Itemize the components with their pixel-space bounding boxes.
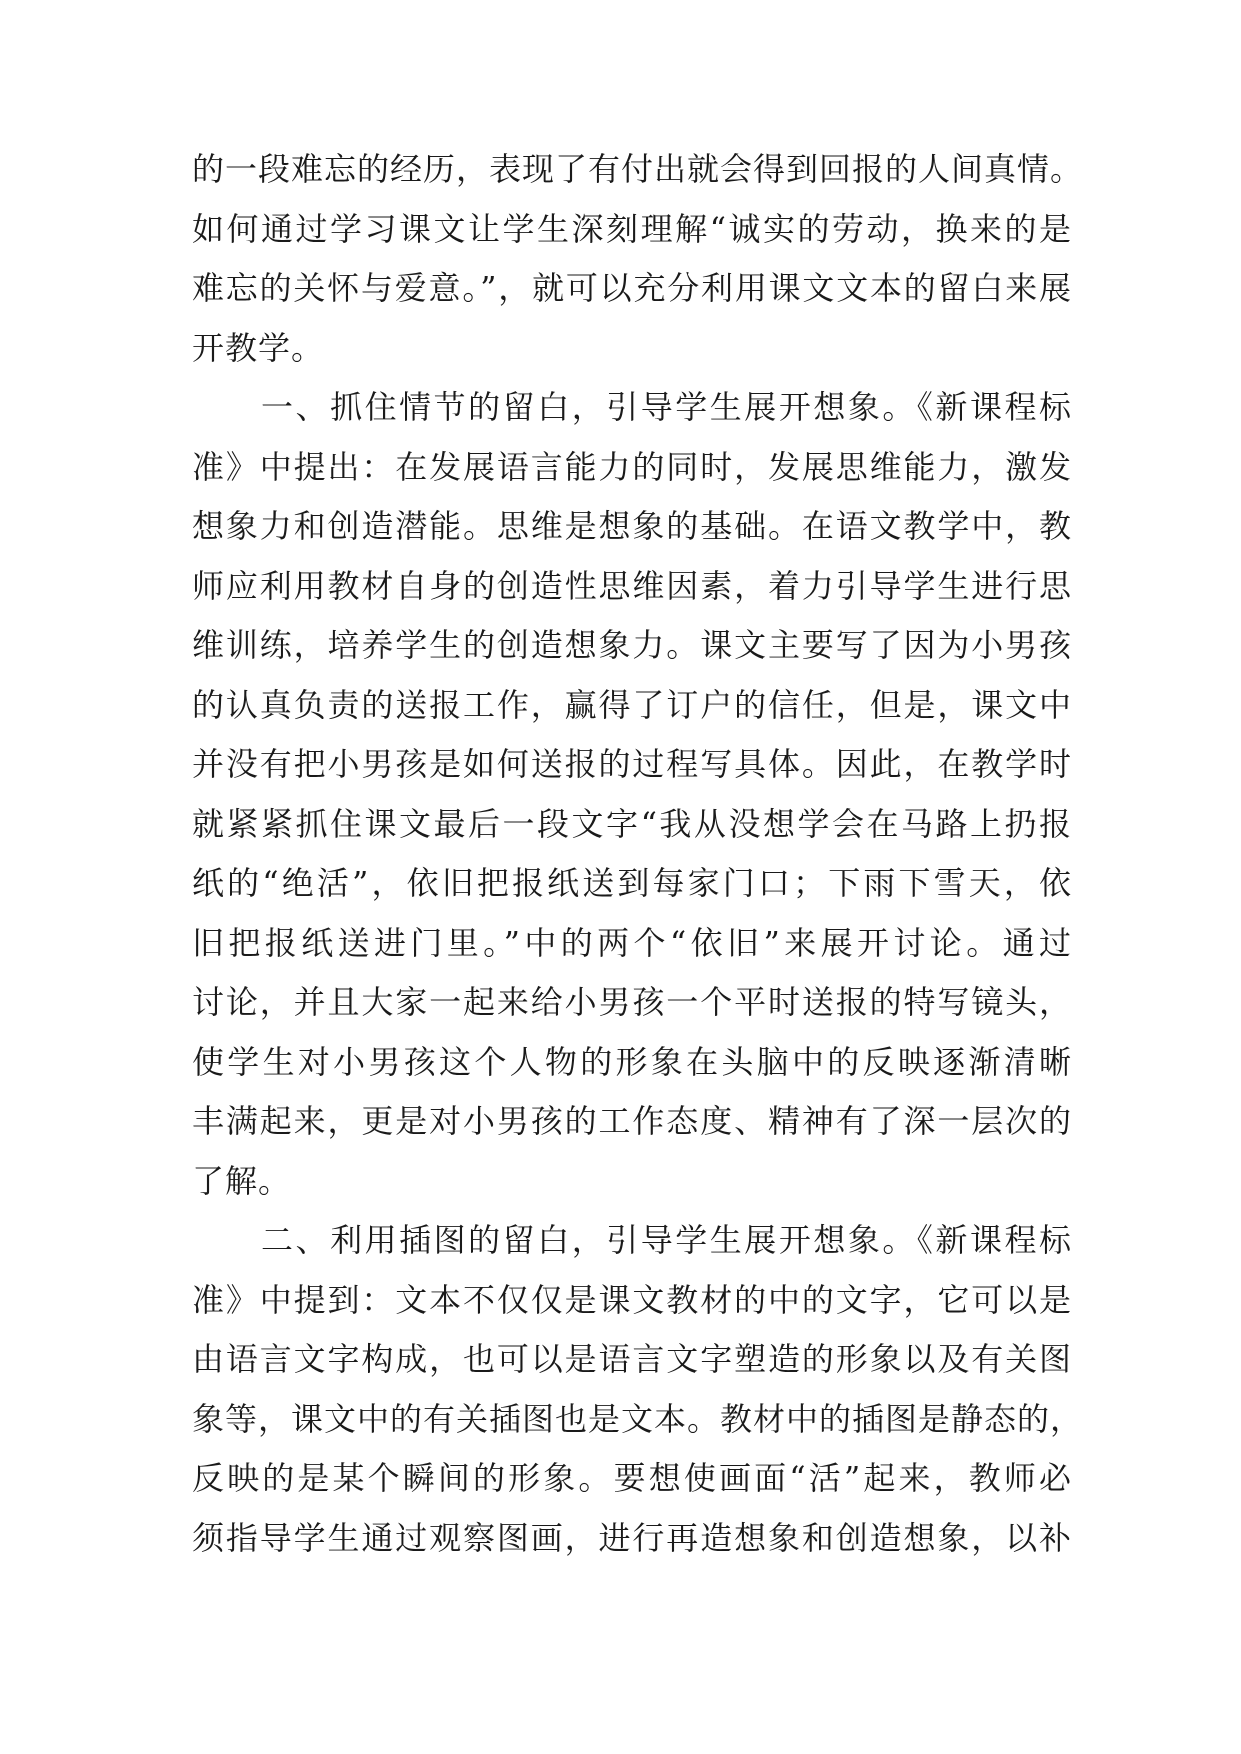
body-text: [192, 140, 1084, 1568]
text-line: 的一段难忘的经历，表现了有付出就会得到回报的人间真情。: [192, 150, 1084, 188]
text-line: 须指导学生通过观察图画，进行再造想象和创造想象，以补: [192, 1518, 1072, 1557]
text-line: 的认真负责的送报工作，赢得了订户的信任，但是，课文中: [192, 685, 1072, 724]
text-line: 维训练，培养学生的创造想象力。课文主要写了因为小男孩: [192, 626, 1072, 664]
text-line: 想象力和创造潜能。思维是想象的基础。在语文教学中，教: [192, 507, 1072, 545]
text-line: 难忘的关怀与爱意。”，就可以充分利用课文文本的留白来展: [192, 269, 1072, 307]
text-line: 由语言文字构成，也可以是语言文字塑造的形象以及有关图: [192, 1340, 1072, 1378]
text-line: 就紧紧抓住课文最后一段文字“我从没想学会在马路上扔报: [192, 804, 1072, 843]
text-line: 准》中提出：在发展语言能力的同时，发展思维能力，激发: [192, 447, 1072, 486]
text-line: 象等，课文中的有关插图也是文本。教材中的插图是静态的，: [192, 1399, 1084, 1438]
text-line: 准》中提到：文本不仅仅是课文教材的中的文字，它可以是: [192, 1280, 1072, 1319]
text-line: 讨论，并且大家一起来给小男孩一个平时送报的特写镜头，: [192, 983, 1072, 1021]
section-heading-line: 一、抓住情节的留白，引导学生展开想象。《新课程标: [192, 388, 1072, 426]
text-line: 反映的是某个瞬间的形象。要想使画面“活”起来，教师必: [192, 1459, 1072, 1497]
text-line: 开教学。: [192, 328, 325, 367]
text-line: 师应利用教材自身的创造性思维因素，着力引导学生进行思: [192, 566, 1072, 605]
text-line: 并没有把小男孩是如何送报的过程写具体。因此，在教学时: [192, 745, 1072, 783]
text-line: 丰满起来，更是对小男孩的工作态度、精神有了深一层次的: [192, 1102, 1072, 1140]
text-line: 如何通过学习课文让学生深刻理解“诚实的劳动，换来的是: [192, 209, 1072, 248]
text-line: 使学生对小男孩这个人物的形象在头脑中的反映逐渐清晰: [192, 1042, 1072, 1081]
text-line: 了解。: [192, 1161, 292, 1200]
text-line: 旧把报纸送进门里。”中的两个“依旧”来展开讨论。通过: [192, 923, 1072, 962]
section-heading-line: 二、利用插图的留白，引导学生展开想象。《新课程标: [192, 1221, 1072, 1259]
text-line: 纸的“绝活”，依旧把报纸送到每家门口；下雨下雪天，依: [192, 864, 1072, 902]
